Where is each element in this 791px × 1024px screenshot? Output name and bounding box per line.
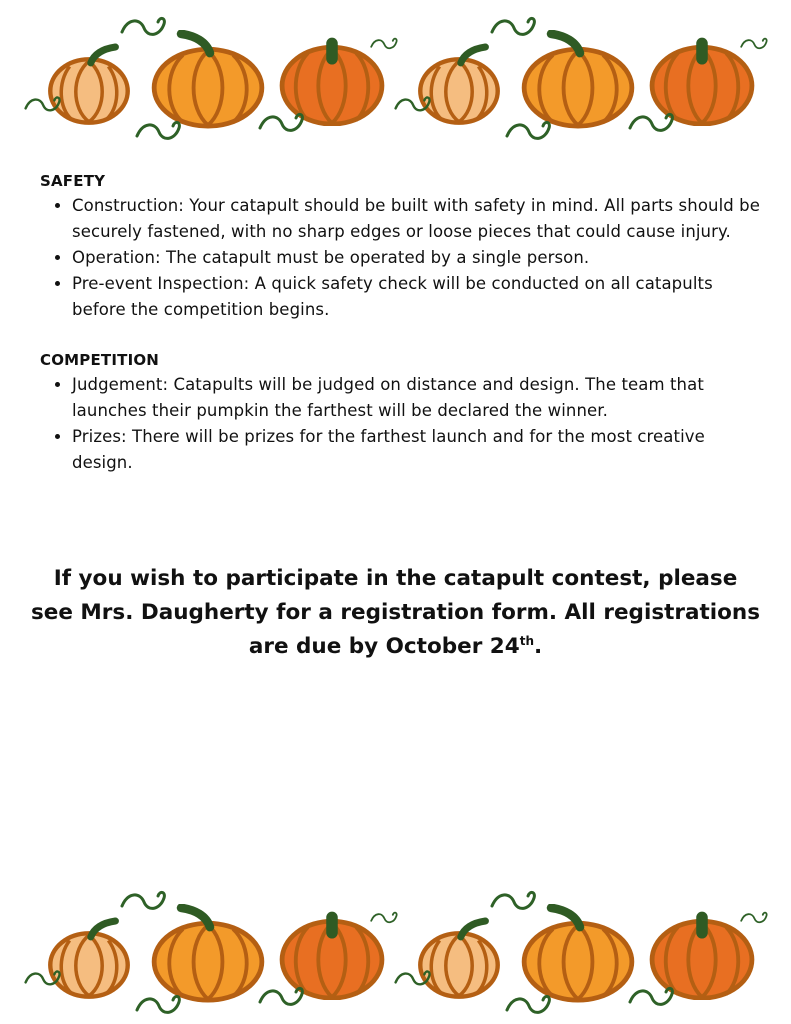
safety-list (40, 193, 760, 323)
vine-icon (24, 92, 64, 120)
orange-pumpkin-icon (516, 904, 640, 1004)
list-item: • Operation: The catapult must be operated by a single person. (72, 245, 760, 271)
top-pumpkin-border (0, 0, 791, 150)
vine-icon (740, 904, 770, 934)
competition-heading: COMPETITION (40, 351, 160, 369)
orange-pumpkin-icon (516, 30, 640, 130)
registration-callout (30, 562, 761, 664)
vine-icon (740, 30, 770, 60)
vine-icon (135, 118, 185, 148)
list-item: • Construction: Your catapult should be built with safety in mind. All parts should be securely fastened, with no sharp edges or loose pieces that could cause injury. (72, 193, 760, 245)
bottom-pumpkin-border (0, 874, 791, 1024)
orange-pumpkin-icon (146, 904, 270, 1004)
orange-pumpkin-icon (146, 30, 270, 130)
list-item: • Pre-event Inspection: A quick safety check will be conducted on all catapults before the competition begins. (72, 271, 760, 323)
vine-icon (490, 14, 540, 44)
vine-icon (394, 92, 434, 120)
vine-icon (120, 14, 170, 44)
vine-icon (628, 110, 678, 140)
vine-icon (394, 966, 434, 994)
vine-icon (258, 110, 308, 140)
vine-icon (505, 992, 555, 1022)
vine-icon (258, 984, 308, 1014)
vine-icon (370, 904, 400, 934)
vine-icon (490, 888, 540, 918)
vine-icon (370, 30, 400, 60)
callout-end: . (534, 634, 543, 659)
ordinal-suffix: th (519, 633, 534, 648)
rules-content (40, 172, 760, 476)
safety-heading: SAFETY (40, 172, 106, 190)
competition-list (40, 372, 760, 476)
vine-icon (135, 992, 185, 1022)
vine-icon (628, 984, 678, 1014)
vine-icon (505, 118, 555, 148)
vine-icon (120, 888, 170, 918)
list-item: • Prizes: There will be prizes for the farthest launch and for the most creative design. (72, 424, 760, 476)
callout-text: If you wish to participate in the catapult contest, please see Mrs. Daugherty for a registration form. All registrations are due by October 24 (30, 566, 761, 659)
vine-icon (24, 966, 64, 994)
list-item: • Judgement: Catapults will be judged on distance and design. The team that launches their pumpkin the farthest will be declared the winner. (72, 372, 760, 424)
